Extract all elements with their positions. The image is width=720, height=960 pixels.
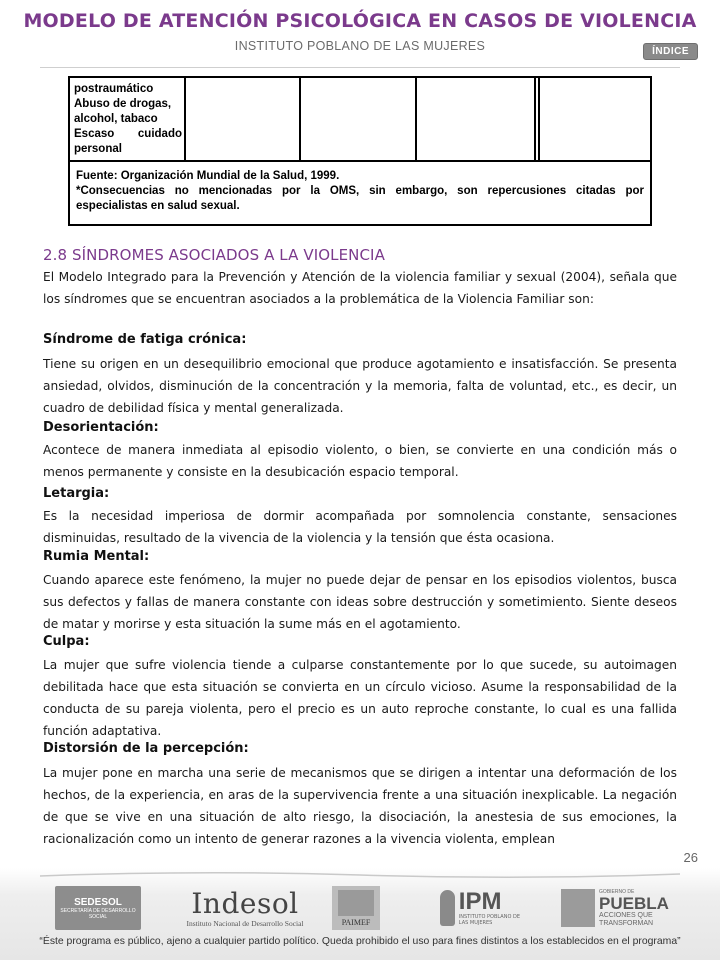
syndrome-title: Síndrome de fatiga crónica: [43,332,247,347]
puebla-logo-top: GOBIERNO DE [599,888,635,895]
table-cell-empty [415,78,536,160]
syndrome-text: La mujer que sufre violencia tiende a culparse constantemente por lo que sucede, su autoimagen debilitada hace que esta situación se convierta en un círculo vicioso. Asume la responsabilidad de la conducta de su pareja violenta, pero el precio es un auto reproche constante, lo cual es una fallida función adaptativa. [43,658,677,738]
page-number: 26 [683,850,698,865]
footer-decorative-line [40,870,680,880]
intro-paragraph: El Modelo Integrado para la Prevención y Atención de la violencia familiar y sexual (2004), señala que los síndromes que se encuentran asociados a la problemática de la Violencia Familiar son: [43,270,677,306]
table-cell-empty [299,78,417,160]
syndrome-title: Rumia Mental: [43,549,150,564]
syndrome-text: Acontece de manera inmediata al episodio violento, o bien, se convierte en una condición más o menos permanente y consiste en la desubicación espacio temporal. [43,443,677,479]
sedesol-logo [55,886,141,930]
header-divider [40,67,680,68]
cell-line: alcohol, tabaco [74,113,158,125]
table-cell-empty [534,78,540,160]
syndrome-title: Distorsión de la percepción: [43,741,249,756]
table-footnote-cont: especialistas en salud sexual. [76,200,240,212]
syndrome-text: Es la necesidad imperiosa de dormir acompañada por somnolencia constante, sensaciones disminuidas, resultado de la vivencia de la violencia y la tensión que ésta ocasiona. [43,509,677,545]
paimef-logo-mark [338,890,374,916]
document-subtitle: INSTITUTO POBLANO DE LAS MUJERES [234,39,486,53]
cell-line: Abuso de drogas, [74,98,172,110]
syndrome-text: La mujer pone en marcha una serie de mecanismos que se dirigen a intentar una deformación de los hechos, de la experiencia, en aras de la supervivencia frente a una situación inexplicable. La negación de que se vive en una situación de alto riesgo, la disociación, la anestesia de sus emociones, la racionalización como un intento de generar razones a la vivencia violenta, emplean [43,766,677,846]
puebla-logo-name: PUEBLA [599,893,669,913]
cell-line: postraumático [74,83,154,95]
puebla-logo-sub: ACCIONES QUE [599,911,653,919]
section-heading: 2.8 SÍNDROMES ASOCIADOS A LA VIOLENCIA [43,246,385,264]
syndrome-text: Cuando aparece este fenómeno, la mujer no puede dejar de pensar en los episodios violentos, busca sus defectos y fallas de manera constante con ideas sobre destrucción y sometimiento. Siente deseos de matar y morirse y esta situación la sume más en el agotamiento. [43,573,677,631]
table-footnote: *Consecuencias no mencionadas por la OMS, sin embargo, son repercusiones citadas por [76,185,644,197]
syndrome-title: Culpa: [43,634,90,649]
syndrome-title: Letargia: [43,486,110,501]
table-note [76,169,644,214]
syndrome-title: Desorientación: [43,420,159,435]
paimef-logo [332,886,380,930]
ipm-logo [440,886,530,930]
ipm-logo-name: IPM [458,888,502,915]
puebla-logo-sub: TRANSFORMAN [599,919,654,927]
sedesol-logo-name: SEDESOL [74,896,122,908]
sedesol-logo-sub: SECRETARÍA DE DESARROLLO SOCIAL [60,907,136,920]
cell-line: personal [74,143,122,155]
table-row [70,78,650,162]
indesol-logo-sub: Instituto Nacional de Desarrollo Social [186,918,304,928]
table-cell-empty [184,78,301,160]
index-button[interactable]: ÍNDICE [643,43,698,60]
table-cell-label [70,78,186,160]
indesol-logo-name: Indesol [191,886,299,920]
consequences-table-fragment [68,76,652,226]
paimef-logo-name: PAIMEF [341,917,371,927]
document-title: MODELO DE ATENCIÓN PSICOLÓGICA EN CASOS DE VIOLENCIA [23,10,697,32]
cell-line: Escaso cuidado [74,128,182,140]
syndrome-text: Tiene su origen en un desequilibrio emocional que produce agotamiento e insatisfacción. Se presenta ansiedad, olvidos, disminución de la concentración y la memoria, falta de voluntad, etc., es decir, un cuadro de debilidad física y mental generalizada. [43,357,677,415]
puebla-logo-mark [561,889,595,927]
indesol-logo [175,886,315,930]
ipm-logo-sub: INSTITUTO POBLANO DE LAS MUJERES [458,914,520,926]
puebla-logo [560,886,670,930]
table-source: Fuente: Organización Mundial de la Salud, 1999. [76,170,340,182]
ipm-logo-mark [440,890,455,926]
footer-disclaimer: “Éste programa es público, ajeno a cualquier partido político. Queda prohibido el uso para fines distintos a los establecidos en el programa” [39,936,681,947]
